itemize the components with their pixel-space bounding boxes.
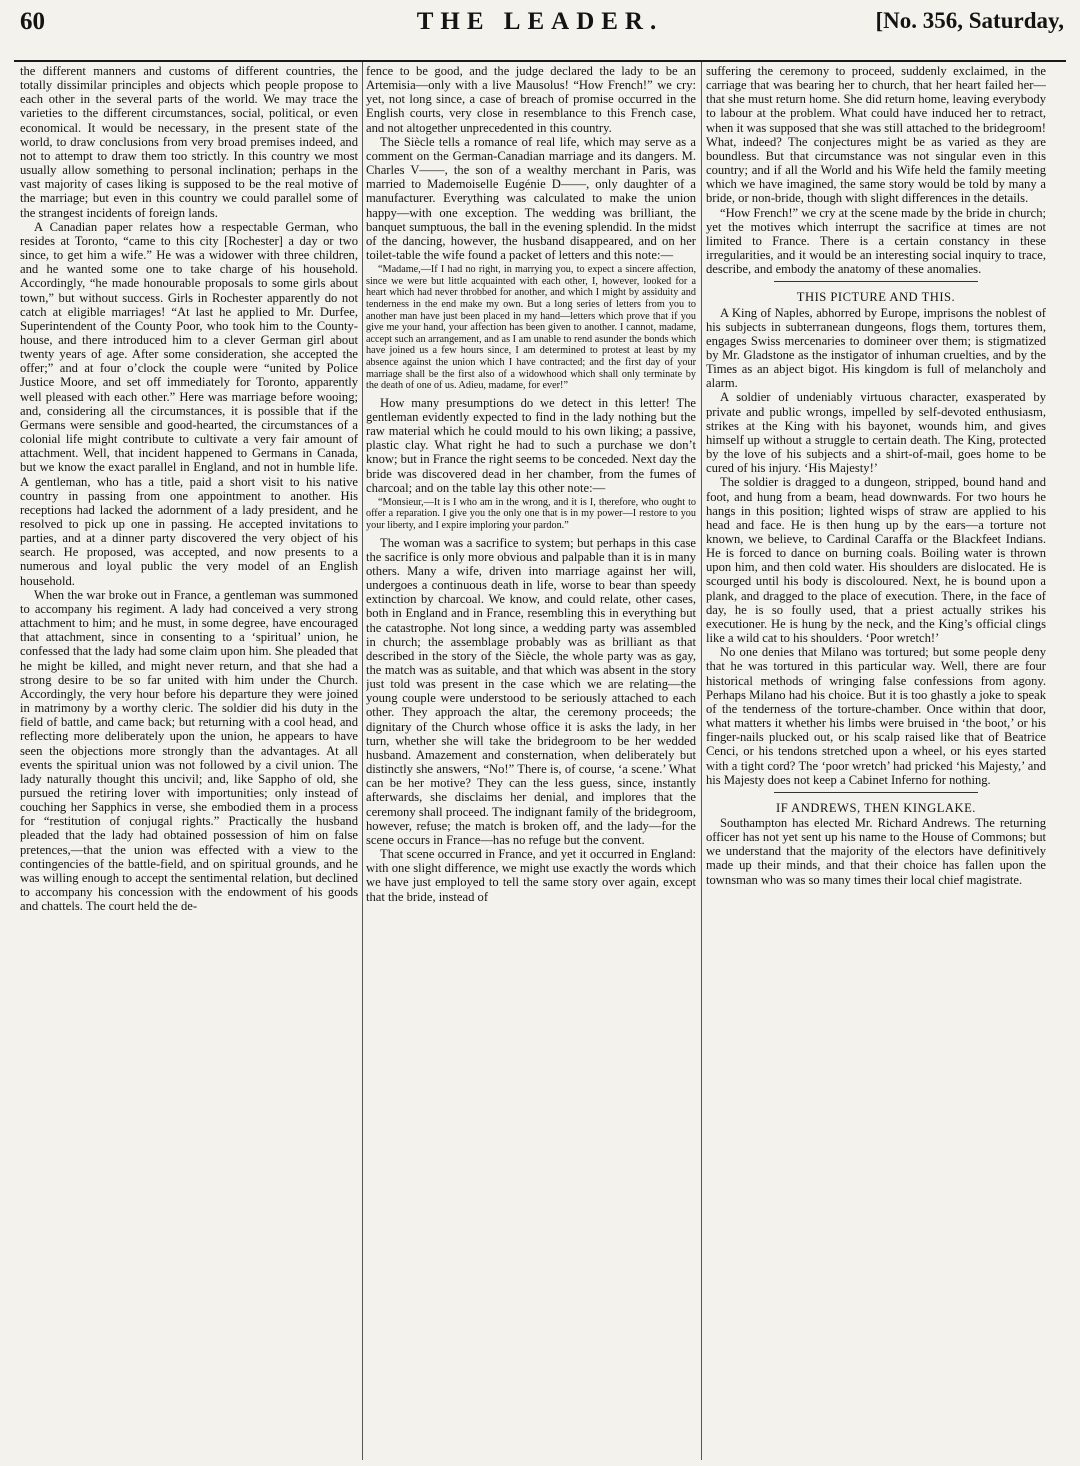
paragraph: The woman was a sacrifice to system; but perhaps in this case the sacrifice is only more obvious and palpable than it is in many others. Many a wife, driven into marriage against her will, undergoes a continuous death in life, worse to bear than speedy extinction by charcoal. We know, and could relate, other cases, both in England and in France, resembling this in everything but the catastrophe. Not long since, a wedding party was assembled in church; the assemblage probably was as brilliant as that described in the story of the Siècle, the whole party was as gay, the match was as suitable, and that which was absent in the story just told was present in the case which we are relating—the young couple were understood to be seriously attached to each other. They approach the altar, the ceremony proceeds; the dignitary of the Church whose office it is asks the lady, in her turn, whether she will take the bridegroom to be her wedded husband. Amazement and consternation, when deliberately but distinctly she answers, “No!” There is, of course, ‘a scene.’ What can be her motive? They can the less guess, since, instantly afterwards, she disclaims her denial, and implores that the ceremony shall proceed. The indignant family of the bridegroom, however, refuse; the match is broken off, and the lady—for the scene occurs in France—has no refuge but the convent. bbox=[366, 535, 696, 847]
masthead bbox=[14, 2, 1066, 62]
page-number: 60 bbox=[20, 8, 45, 35]
paragraph: When the war broke out in France, a gentleman was summoned to accompany his regiment. A lady had conceived a very strong attachment to him; and he must, in some degree, have encouraged that attachment, since in consenting to a ‘spiritual’ union, he confessed that the lady had some claim upon him. She pleaded that he might be killed, and might never return, and that she had a strong desire to be so far united with him under the Church. Accordingly, the very hour before his departure they were joined in matrimony by a worthy cleric. The soldier did his duty in the field of battle, and came back; but returning with a cool head, and reflecting more deliberately upon the union, he appears to have seen the objections more strongly than the advantages. At all events the spiritual union was not followed by a civil union. The lady naturally thought this uncivil; and, like Sappho of old, she pursued the retiring lover with importunities; only instead of couching her Sapphics in verse, she embodied them in a process for “restitution of conjugal rights.” Practically the husband pleaded that the lady had obtained possession of him on false pretences,—that the union was effected with a view to the contingencies of the battle-field, and on spiritual grounds, and he was willing enough to accept the sentimental relation, but declined to accompany his concession with the endowment of his goods and chattels. The court held the de- bbox=[20, 587, 358, 914]
column-1 bbox=[20, 64, 358, 1460]
section-divider bbox=[774, 792, 978, 793]
column-divider bbox=[362, 62, 363, 1460]
paragraph: The soldier is dragged to a dungeon, stripped, bound hand and foot, and hung from a beam, head downwards. For two hours he hangs in this position; lighted wisps of straw are applied to his head and face. He is then hung up by the ears—a torture not known, we believe, to Cardinal Caraffa or the Blackfeet Indians. He is forced to dance on burning coals. Boiling water is thrown upon him, and then cold water. His shoulders are dislocated. He is scourged until his body is discoloured. Next, he is bound upon a plank, and dragged to the place of execution. There, in the face of day, he is so foully used, that a priest actually strikes his executioner. He is hung by the neck, and the King’s official clings like a wild cat to his shoulders. ‘Poor wretch!’ bbox=[706, 475, 1046, 646]
section-divider bbox=[774, 281, 978, 282]
quoted-letter: “Monsieur,—It is I who am in the wrong, and it is I, therefore, who ought to offer a reparation. I give you the only one that is in my power—I restore to you your liberty, and I expire imploring your pardon.” bbox=[366, 496, 696, 531]
paragraph: fence to be good, and the judge declared the lady to be an Artemisia—only with a live Mausolus! “How French!” we cry: yet, not long since, a case of breach of promise occurred in the English courts, very close in resemblance to this French case, and not altogether unprecedented in this country. bbox=[366, 64, 696, 135]
paragraph: How many presumptions do we detect in this letter! The gentleman evidently expected to find in the lady nothing but the raw material which he could mould to his own liking; a passive, plastic clay. What right he had to such a purchase we don’t know; but in France the right seems to be conceded. Next day the bride was discovered dead in her chamber, from the fumes of charcoal; and on the table lay this other note:— bbox=[366, 395, 696, 495]
paragraph: A Canadian paper relates how a respectable German, who resides at Toronto, “came to this city [Rochester] a day or two since, to get him a wife.” He was a widower with three children, and he wanted some one to take charge of his household. Accordingly, “he made honourable proposals to some girls about town,” but without success. Girls in Rochester apparently do not catch at eligible marriages! “At last he applied to Mr. Durfee, Superintendent of the County Poor, who took him to the County-house, and there introduced him to a clever German girl about twenty years of age. After some consideration, she accepted the offer;” and at four o’clock the couple were “united by Police Justice Moore, and set off immediately for Toronto, apparently well pleased with each other.” Here was marriage before wooing; and, considering all the circumstances, it is possible that if the Germans were sensible and good-hearted, the circumstances of a colonial life might contribute to cultivate a very fair amount of attachment. Well, that incident happened to Germans in Canada, but we know the exact parallel in England, and not in humble life. A gentleman, who has a title, paid a short visit to his native country in passing from one appointment to another. His receptions had lacked the adornment of a lady president, and he resolved to pick up one in passing. He accepted invitations to parties, and at a dinner party discovered the very object of his search. He proposed, was accepted, and now presents to a numerous and loyal public the very model of an English household. bbox=[20, 219, 358, 588]
section-heading: THIS PICTURE AND THIS. bbox=[796, 290, 956, 305]
column-2 bbox=[366, 64, 696, 1460]
paragraph: “How French!” we cry at the scene made by the bride in church; yet the motives which interrupt the sacrifice at times are not limited to France. There is a certain constancy in these irregularities, and it would be an interesting social inquiry to trace, describe, and embody the anatomy of these anomalies. bbox=[706, 205, 1046, 277]
paragraph: suffering the ceremony to proceed, suddenly exclaimed, in the carriage that was bearing her to church, that her heart failed her—that she must return home. She did return home, leaving everybody to labour at the problem. What could have induced her to retract, when it was supposed that she was still attached to the bridegroom! What, indeed? The conjectures might be as varied as they are boundless. But that circumstance was not singular even in this country; and if all the World and his Wife held the family meeting which we have imagined, the same story would be told by many a bride, or non-bride, though with slight differences in the details. bbox=[706, 64, 1046, 206]
issue-info: [No. 356, Saturday, bbox=[875, 8, 1064, 33]
quoted-letter: “Madame,—If I had no right, in marrying you, to expect a sincere affection, since we were but little acquainted with each other, I, however, looked for a heart which had never throbbed for another, and which I might by assiduity and tenderness in the end make my own. But a long series of letters from you to another man have just been placed in my hand—letters which prove that if you give me your hand, your affection has been given to another. I cannot, madame, accept such an arrangement, and as I am unable to rend asunder the bonds which have joined us a few hours since, I am determined to protest at least by my absence against the union which I have contracted; and the first day of your marriage shall be the first also of a widowhood which shall only terminate by the death of one of us. Adieu, madame, for ever!” bbox=[366, 264, 696, 392]
newspaper-title: THE LEADER. bbox=[416, 8, 664, 35]
paragraph: the different manners and customs of different countries, the totally dissimilar principles and objects which people propose to each other in the several parts of the world. We may trace the varieties to the different circumstances, social, political, or even economical. It would be necessary, in the present state of the world, to draw conclusions from very broad premises indeed, and not to attempt to draw them too strictly. In this country we most usually allow something to personal inclination; perhaps in the vast majority of cases liking is supposed to be the real motive of the marriage; but even in this country we could parallel some of the strangest incidents of foreign lands. bbox=[20, 64, 358, 220]
paragraph: No one denies that Milano was tortured; but some people deny that he was tortured in this particular way. Well, there are four historical methods of wringing false confessions from agony. Perhaps Milano had his choice. But it is too ghastly a joke to speak of the tenderness of the torture-chamber. Once within that door, what matters it whether his limbs were bruised in ‘the boot,’ or his finger-nails plucked out, or his scalp raised like that of Beatrice Cenci, or his tendons stretched upon a wheel, or his eyes started with a tight cord? The ‘poor wretch’ had pricked ‘his Majesty,’ and his Majesty does not keep a Cabinet Inferno for nothing. bbox=[706, 645, 1046, 787]
paragraph: The Siècle tells a romance of real life, which may serve as a comment on the German-Canadian marriage and its dangers. M. Charles V——, the son of a wealthy merchant in Paris, was married to Mademoiselle Eugénie D——, only daughter of a manufacturer. Everything was calculated to make the union happy—with one exception. The wedding was brilliant, the banquet sumptuous, the ball in the evening splendid. In the midst of the dancing, however, the husband disappeared, and on her toilet-table the wife found a packet of letters and this note:— bbox=[366, 134, 696, 263]
section-heading: IF ANDREWS, THEN KINGLAKE. bbox=[776, 800, 976, 815]
paragraph: A King of Naples, abhorred by Europe, imprisons the noblest of his subjects in subterranean dungeons, flogs them, tortures them, engages Swiss mercenaries to domineer over them; is stigmatized by Mr. Gladstone as the instigator of inhuman cruelties, and by the Times as an abject bigot. His kingdom is full of melancholy and alarm. bbox=[706, 305, 1046, 391]
column-divider bbox=[701, 62, 702, 1460]
column-3 bbox=[706, 64, 1046, 1460]
paragraph: That scene occurred in France, and yet it occurred in England: with one slight difference, we might use exactly the words which we have just employed to tell the same story over again, except that the bride, instead of bbox=[366, 847, 696, 904]
paragraph: Southampton has elected Mr. Richard Andrews. The returning officer has not yet sent up his name to the House of Commons; but we understand that the majority of the electors have definitively made up their minds, and that their choice has fallen upon the townsman who was so many times their local chief magistrate. bbox=[706, 815, 1046, 887]
paragraph: A soldier of undeniably virtuous character, exasperated by private and public wrongs, impelled by self-devoted enthusiasm, strikes at the King with his bayonet, wounds him, and gives himself up without a struggle to certain death. The King, protected by the love of his subjects and a shirt-of-mail, goes home to be cured of his injury. ‘His Majesty!’ bbox=[706, 390, 1046, 476]
